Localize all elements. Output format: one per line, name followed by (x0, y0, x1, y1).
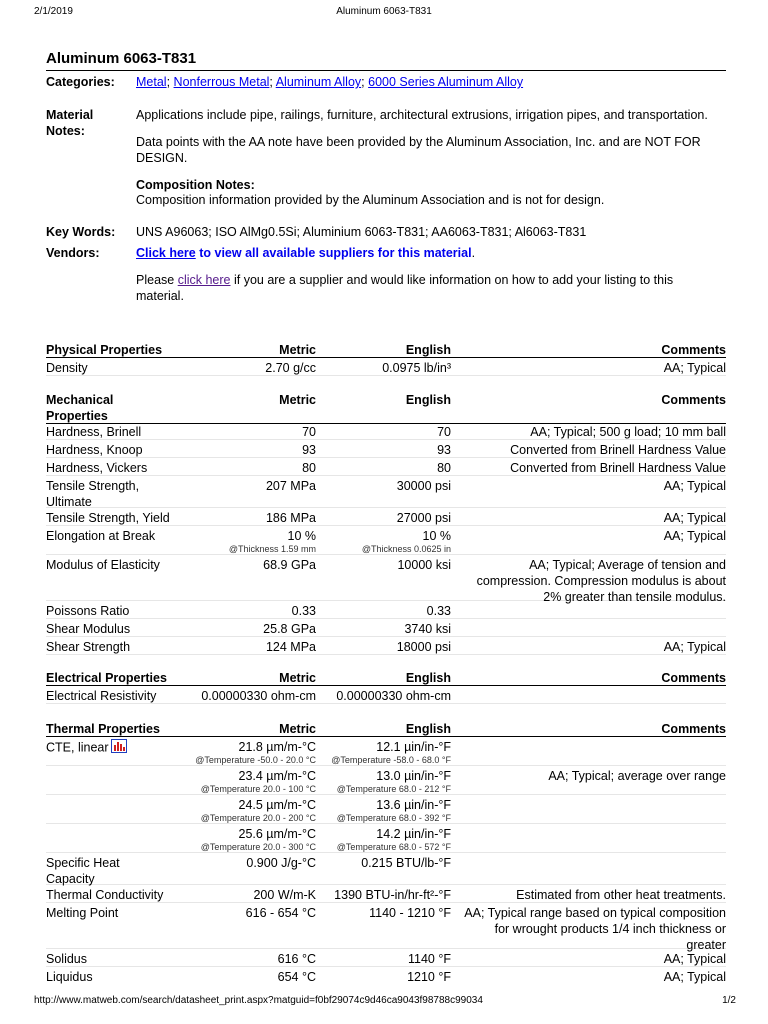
table-row (46, 526, 726, 555)
metric-header: Metric (279, 393, 316, 407)
english-value: 3740 ksi (404, 622, 451, 636)
comments-header: Comments (661, 393, 726, 407)
print-url: http://www.matweb.com/search/datasheet_print.aspx?matguid=f0bf29074c9d46ca9043f98788c99034 (34, 995, 483, 1006)
property-name: Shear Modulus (46, 622, 131, 636)
supplier-click-here-link[interactable]: click here (177, 273, 231, 287)
metric-value: 616 °C (277, 952, 316, 966)
property-name: Solidus (46, 952, 87, 966)
category-separator: ; (361, 75, 365, 89)
table-row (46, 949, 726, 967)
value: 10 % (287, 529, 316, 543)
table-row (46, 440, 726, 458)
metric-value (176, 739, 316, 766)
metric-value (176, 528, 316, 555)
english-value: 0.00000330 ohm-cm (336, 689, 451, 703)
metric-value: 654 °C (277, 970, 316, 984)
value: 23.4 µm/m-°C (238, 769, 316, 783)
condition: @Thickness 1.59 mm (228, 544, 316, 554)
comment: Estimated from other heat treatments. (516, 888, 726, 902)
material-notes-p2: Data points with the AA note have been provided by the Aluminum Association, Inc. and are NOT FOR DESIGN. (136, 135, 701, 165)
comment: AA; Typical (663, 970, 726, 984)
heading-line2: Properties (46, 409, 108, 423)
comments-header: Comments (661, 722, 726, 736)
section-heading: Electrical Properties (46, 671, 167, 685)
english-value: 70 (437, 425, 451, 439)
metric-value: 186 MPa (265, 511, 316, 525)
table-row (46, 686, 726, 704)
condition: @Temperature 20.0 - 100 °C (200, 784, 316, 794)
material-notes-label-line2: Notes: (46, 124, 85, 138)
property-name: Shear Strength (46, 640, 131, 654)
name-line2: Capacity (46, 872, 95, 886)
english-header: English (405, 393, 451, 407)
comment: AA; Typical (663, 479, 726, 493)
comment: AA; Typical (663, 511, 726, 525)
comment: AA; Typical; average over range (548, 769, 726, 783)
condition: @Temperature 68.0 - 392 °F (336, 813, 451, 823)
comment (451, 557, 726, 605)
material-notes-label-line1: Material (46, 108, 94, 122)
table-row (46, 555, 726, 604)
condition: @Temperature 68.0 - 212 °F (336, 784, 451, 794)
property-name (46, 855, 196, 887)
heading-line1: Mechanical (46, 393, 114, 407)
comment-line1: AA; Typical range based on typical composition (464, 906, 726, 920)
section-heading: Thermal Properties (46, 722, 160, 736)
english-value (321, 826, 451, 853)
english-value (321, 797, 451, 824)
property-name: Electrical Resistivity (46, 689, 157, 703)
property-name: Tensile Strength, Yield (46, 511, 170, 525)
title-divider (46, 70, 726, 71)
metric-value: 124 MPa (265, 640, 316, 654)
vendors-label: Vendors: (46, 246, 100, 260)
condition: @Temperature -58.0 - 68.0 °F (331, 755, 451, 765)
english-value: 0.0975 lb/in³ (382, 361, 451, 375)
property-name (46, 478, 196, 510)
vendors-link-description: to view all available suppliers for this material (195, 246, 472, 260)
metric-value: 2.70 g/cc (265, 361, 316, 375)
category-link-6000-series[interactable]: 6000 Series Aluminum Alloy (368, 75, 524, 89)
condition: @Temperature 20.0 - 200 °C (200, 813, 316, 823)
name-line1: Specific Heat (46, 856, 120, 870)
metric-value: 80 (302, 461, 316, 475)
property-name: Poissons Ratio (46, 604, 130, 618)
comment-line3: 2% greater than tensile modulus. (543, 590, 726, 604)
comments-header: Comments (661, 343, 726, 357)
physical-properties-header (46, 340, 726, 358)
metric-value: 0.33 (291, 604, 316, 618)
category-link-aluminum-alloy[interactable]: Aluminum Alloy (275, 75, 362, 89)
table-row (46, 508, 726, 526)
name-line1: Tensile Strength, (46, 479, 140, 493)
table-row (46, 619, 726, 637)
metric-value (176, 826, 316, 853)
english-value: 10000 ksi (397, 558, 451, 572)
property-name: Hardness, Vickers (46, 461, 148, 475)
metric-value: 25.8 GPa (263, 622, 316, 636)
vendors-supplier-note (136, 272, 696, 304)
material-notes-p1: Applications include pipe, railings, furniture, architectural extrusions, irrigation pipes, and transportation. (136, 108, 708, 122)
property-name: Hardness, Knoop (46, 443, 143, 457)
metric-value: 93 (302, 443, 316, 457)
english-header: English (405, 343, 451, 357)
print-doc-title: Aluminum 6063-T831 (336, 6, 432, 17)
english-value: 18000 psi (396, 640, 451, 654)
metric-value: 207 MPa (265, 479, 316, 493)
metric-value (176, 797, 316, 824)
vendors-period: . (471, 246, 476, 260)
comment: AA; Typical (663, 361, 726, 375)
table-row (46, 737, 726, 766)
metric-header: Metric (279, 671, 316, 685)
value: 24.5 µm/m-°C (238, 798, 316, 812)
comment-line2: for wrought products 1/4 inch thickness or (494, 922, 726, 936)
page-number: 1/2 (722, 995, 736, 1006)
english-value: 0.33 (426, 604, 451, 618)
category-separator: ; (166, 75, 171, 89)
thermal-properties-header (46, 719, 726, 737)
condition: @Temperature 68.0 - 572 °F (336, 842, 451, 852)
table-row (46, 637, 726, 655)
property-name: Liquidus (46, 970, 93, 984)
metric-value: 0.900 J/g-°C (246, 856, 316, 870)
table-row (46, 903, 726, 952)
comment-line2: compression. Compression modulus is about (476, 574, 726, 588)
table-row (46, 795, 726, 824)
key-words-text: UNS A96063; ISO AlMg0.5Si; Aluminium 6063-T831; AA6063-T831; Al6063-T831 (136, 225, 587, 239)
english-value: 30000 psi (396, 479, 451, 493)
table-row (46, 601, 726, 619)
section-heading (46, 392, 196, 424)
comments-header: Comments (661, 671, 726, 685)
comment: AA; Typical; 500 g load; 10 mm ball (530, 425, 726, 439)
english-value (321, 739, 451, 766)
value: 13.6 µin/in-°F (376, 798, 451, 812)
value: 25.6 µm/m-°C (238, 827, 316, 841)
material-notes-label (46, 107, 93, 139)
value: 21.8 µm/m-°C (238, 740, 316, 754)
mechanical-properties-header (46, 390, 726, 424)
value: 10 % (422, 529, 451, 543)
table-row (46, 766, 726, 795)
composition-notes-text: Composition information provided by the Aluminum Association and is not for design. (136, 193, 605, 207)
value: 13.0 µin/in-°F (376, 769, 451, 783)
metric-header: Metric (279, 343, 316, 357)
property-name: Thermal Conductivity (46, 888, 164, 902)
print-date: 2/1/2019 (34, 6, 73, 17)
property-name: Modulus of Elasticity (46, 558, 160, 572)
english-value: 1210 °F (407, 970, 451, 984)
condition: @Thickness 0.0625 in (361, 544, 451, 554)
metric-value: 68.9 GPa (263, 558, 316, 572)
composition-notes-heading: Composition Notes: (136, 178, 255, 192)
english-header: English (405, 722, 451, 736)
comment-line3: greater (686, 938, 726, 952)
table-row (46, 967, 726, 985)
metric-value: 616 - 654 °C (245, 906, 316, 920)
metric-value (176, 768, 316, 795)
comment: Converted from Brinell Hardness Value (510, 461, 726, 475)
table-row (46, 458, 726, 476)
english-value: 80 (437, 461, 451, 475)
table-row (46, 476, 726, 508)
english-value (321, 528, 451, 555)
table-row (46, 422, 726, 440)
name-line2: Ultimate (46, 495, 92, 509)
english-value: 27000 psi (396, 511, 451, 525)
page-title: Aluminum 6063-T831 (46, 50, 197, 67)
category-separator: ; (269, 75, 273, 89)
comment (451, 905, 726, 953)
property-name: Elongation at Break (46, 529, 156, 543)
supplier-note-before: Please (136, 273, 178, 287)
table-row (46, 358, 726, 376)
property-name: Density (46, 361, 88, 375)
condition: @Temperature -50.0 - 20.0 °C (195, 755, 316, 765)
value: 12.1 µin/in-°F (376, 740, 451, 754)
supplier-note-after: if you are a supplier and would like information on how to add your listing to this material. (136, 273, 674, 303)
key-words-label: Key Words: (46, 225, 116, 239)
comment-line1: AA; Typical; Average of tension and (529, 558, 726, 572)
vendors-text (136, 245, 726, 261)
category-link-metal[interactable]: Metal (136, 75, 167, 89)
table-row (46, 824, 726, 853)
comment: AA; Typical (663, 640, 726, 654)
property-name: Melting Point (46, 906, 119, 920)
metric-value: 70 (302, 425, 316, 439)
metric-value: 0.00000330 ohm-cm (201, 689, 316, 703)
english-value: 1390 BTU-in/hr-ft²-°F (334, 888, 451, 902)
cte-label: CTE, linear (46, 740, 109, 755)
property-name: Hardness, Brinell (46, 425, 142, 439)
metric-header: Metric (279, 722, 316, 736)
table-row (46, 853, 726, 885)
comment: AA; Typical (663, 952, 726, 966)
bar-chart-icon[interactable] (111, 739, 127, 757)
property-name (46, 739, 196, 757)
english-value (321, 768, 451, 795)
english-value: 1140 - 1210 °F (369, 906, 451, 920)
comment: AA; Typical (663, 529, 726, 543)
english-header: English (405, 671, 451, 685)
section-heading: Physical Properties (46, 343, 163, 357)
vendors-click-here-link[interactable]: Click here (136, 246, 196, 260)
english-value: 1140 °F (408, 952, 451, 966)
electrical-properties-header (46, 668, 726, 686)
category-link-nonferrous-metal[interactable]: Nonferrous Metal (173, 75, 270, 89)
english-value: 93 (437, 443, 451, 457)
value: 14.2 µin/in-°F (376, 827, 451, 841)
metric-value: 200 W/m-K (253, 888, 316, 902)
categories-label: Categories: (46, 75, 115, 89)
comment: Converted from Brinell Hardness Value (510, 443, 726, 457)
english-value: 0.215 BTU/lb-°F (361, 856, 451, 870)
table-row (46, 885, 726, 903)
categories-links (136, 74, 726, 90)
condition: @Temperature 20.0 - 300 °C (200, 842, 316, 852)
